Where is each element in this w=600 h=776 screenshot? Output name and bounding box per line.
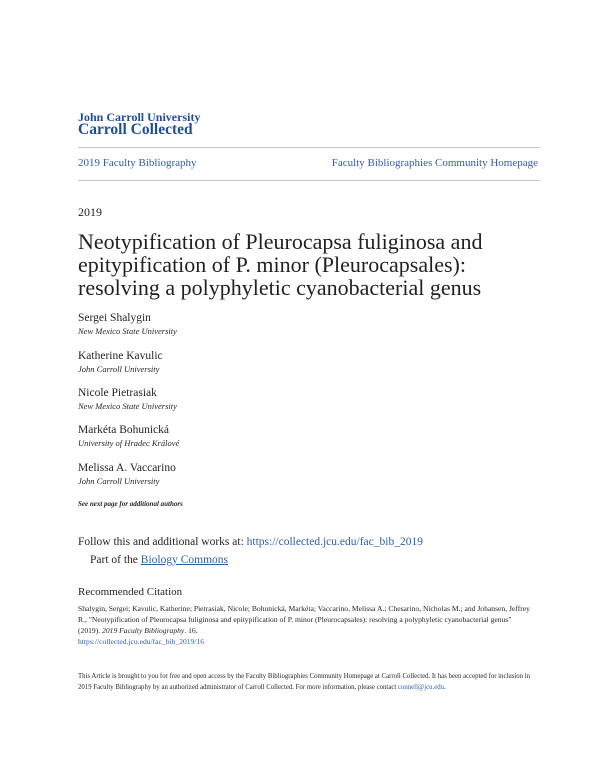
notice-text: This Article is brought to you for free and open access by the Faculty Bibliographies Community Homepage at Carroll Collected. It has been accepted for inclusion in 2019 Faculty Bibliography by an authorized administrator of Carroll Collected. For more information, please contact <box>78 673 531 691</box>
biology-commons-link[interactable]: Biology Commons <box>140 554 229 566</box>
notice-end: . <box>444 684 446 691</box>
author-name: Melissa A. Vaccarino <box>78 462 176 474</box>
author-block <box>78 461 176 487</box>
header-divider-bottom <box>78 180 540 181</box>
author-name: Sergei Shalygin <box>78 312 151 324</box>
part-of-label: Part of the <box>90 554 141 566</box>
citation-end: . 16. <box>184 626 198 635</box>
follow-label: Follow this and additional works at: <box>78 536 247 548</box>
author-affiliation: John Carroll University <box>78 364 160 374</box>
repository-name: Carroll Collected <box>78 121 193 138</box>
author-affiliation: University of Hradec Králové <box>78 438 180 448</box>
author-block <box>78 349 163 375</box>
author-name: Nicole Pietrasiak <box>78 387 157 399</box>
author-affiliation: John Carroll University <box>78 476 160 486</box>
author-name: Markéta Bohunická <box>78 424 170 436</box>
more-authors-note: See next page for additional authors <box>78 500 183 508</box>
contact-email-link[interactable]: connell@jcu.edu <box>397 684 445 691</box>
citation-heading: Recommended Citation <box>78 586 183 598</box>
nav-link-2019-faculty-bibliography[interactable]: 2019 Faculty Bibliography <box>78 157 197 169</box>
author-block <box>78 423 179 449</box>
author-block <box>78 311 177 337</box>
citation-text <box>78 603 533 647</box>
nav-link-community-homepage[interactable]: Faculty Bibliographies Community Homepage <box>331 157 538 169</box>
header-divider-top <box>78 147 540 148</box>
author-block <box>78 386 177 412</box>
access-notice <box>78 671 543 693</box>
institution-name: John Carroll University <box>78 110 201 124</box>
author-affiliation: New Mexico State University <box>78 326 177 336</box>
part-of-line <box>90 554 228 566</box>
citation-body: Shalygin, Sergei; Kavulic, Katherine; Pietrasiak, Nicole; Bohunická, Markéta; Vaccarino, Melissa A.; Chesarino, Nicholas M.; and Johansen, Jeffrey R., "Neotypification of Pleurocapsa fuliginosa and epitypification of P. minor (Pleurocapsales): resolving a polyphyletic cyanobacterial genus" (2019). <box>78 604 530 635</box>
author-name: Katherine Kavulic <box>78 350 163 362</box>
publication-year: 2019 <box>78 205 102 219</box>
collection-link[interactable]: https://collected.jcu.edu/fac_bib_2019 <box>246 536 423 548</box>
follow-line <box>78 536 423 548</box>
article-title: Neotypification of Pleurocapsa fuliginosa and epitypification of P. minor (Pleurocapsales): resolving a polyphyletic cyanobacterial genus <box>78 229 483 300</box>
citation-series: 2019 Faculty Bibliography <box>102 626 185 635</box>
citation-url-link[interactable]: https://collected.jcu.edu/fac_bib_2019/16 <box>78 637 205 646</box>
author-affiliation: New Mexico State University <box>78 401 177 411</box>
